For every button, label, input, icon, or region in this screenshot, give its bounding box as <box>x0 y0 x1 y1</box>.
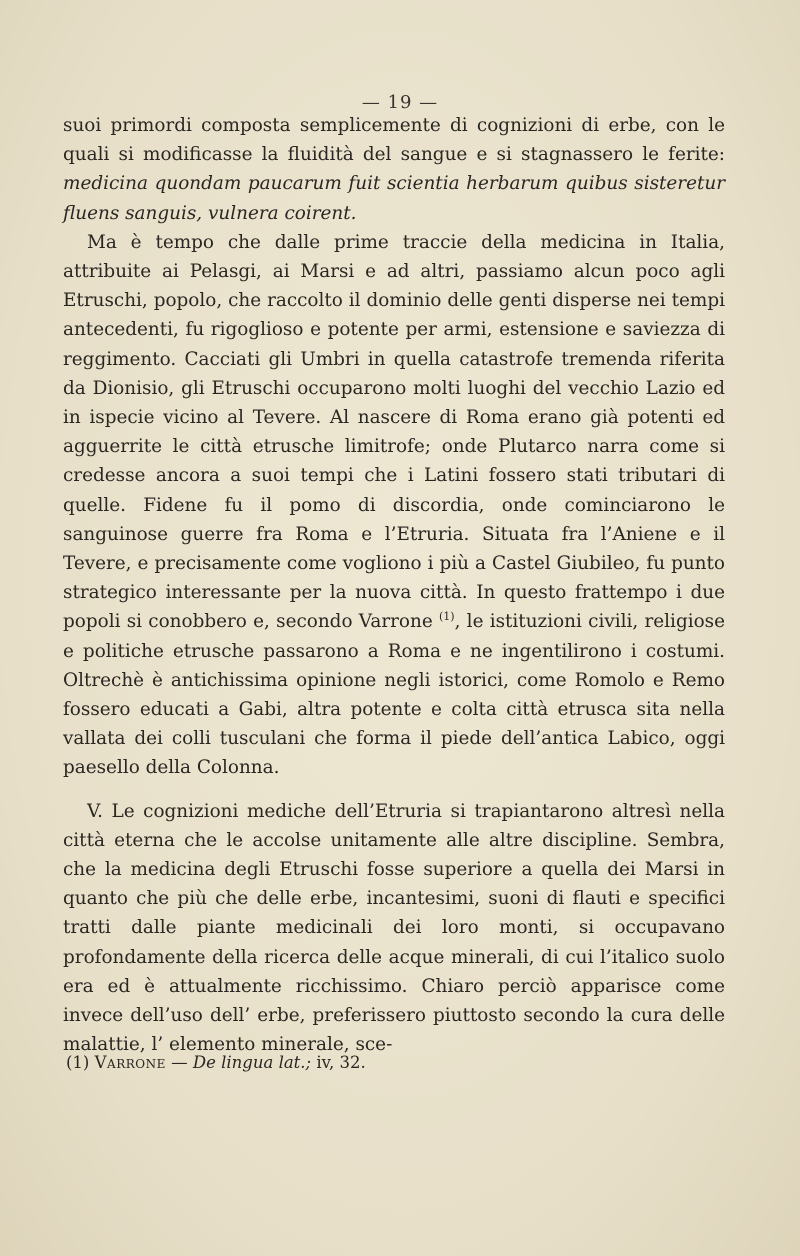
text-run: Ma è tempo che dalle prime traccie della medicina in Italia, attribuite ai Pelasgi, ai Marsi e ad altri, passiamo alcun poco agli Etruschi, popolo, che raccolto il dominio delle genti disperse nei tempi antecedenti, fu rigoglioso e potente per armi, estensione e saviezza di reggimento. Cacciati gli Umbri in quella catastrofe tremenda riferita da Dionisio, gli Etruschi occuparono molti luoghi del vecchio Lazio ed in ispecie vicino al Tevere. Al nascere di Roma erano già potenti ed agguerrite le città etrusche limitrofe; onde Plutarco narra come si credesse ancora a suoi tempi che i Latini fossero stati tributari di quelle. Fidene fu il pomo di discordia, onde cominciarono le sanguinose guerre fra Roma e l’Etruria. Situata fra l’Aniene e il Tevere, e precisamente come vogliono i più a Castel Giubileo, fu punto strategico interessante per la nuova città. In questo frattempo i due popoli si conobbero e, secondo Varrone <box>63 231 725 633</box>
page-number: — 19 — <box>361 92 439 113</box>
footnote-dash: — <box>165 1053 193 1072</box>
text-run: , le istituzioni civili, religiose e politiche etrusche passarono a Roma e ne ingentilirono i costumi. Oltrechè è antichissima opinione negli istorici, come Romolo e Remo fossero educati a Gabi, altra potente e colta città etrusca sita nella vallata dei colli tusculani che forma il piede dell’antica Labico, oggi paesello della Colonna. <box>63 611 725 779</box>
footnote-author: Varrone <box>94 1053 166 1072</box>
latin-quote: medicina quondam paucarum fuit scientia herbarum quibus sisteretur fluens sanguis, vulnera coirent. <box>63 173 725 224</box>
paragraph-etruschi <box>63 228 725 783</box>
footnote <box>66 1053 726 1073</box>
footnote-ref: iv, 32. <box>311 1053 366 1072</box>
paragraph-continuation <box>63 111 725 228</box>
text-run: V. Le cognizioni mediche dell’Etruria si trapiantarono altresì nella città eterna che le accolse unitamente alle altre discipline. Sembra, che la medicina degli Etruschi fosse superiore a quella dei Marsi in quanto che più che delle erbe, incantesimi, suoni di flauti e specifici tratti dalle piante medicinali dei loro monti, si occupavano profondamente della ricerca delle acque minerali, di cui l’italico suolo era ed è attualmente ricchissimo. Chiaro perciò apparisce come invece dell’uso dell’ erbe, preferissero piuttosto secondo la cura delle malattie, l’ elemento minerale, sce- <box>63 800 725 1056</box>
footnote-work: De lingua lat.; <box>192 1053 312 1072</box>
text-run: suoi primordi composta semplicemente di cognizioni di erbe, con le quali si modificasse la fluidità del sangue e si stagnassero le ferite: <box>63 115 725 166</box>
paragraph-section-v <box>63 797 725 1060</box>
body-text <box>63 111 725 1060</box>
footnote-marker: (1) <box>66 1053 90 1072</box>
footnote-reference: (1) <box>438 610 455 624</box>
